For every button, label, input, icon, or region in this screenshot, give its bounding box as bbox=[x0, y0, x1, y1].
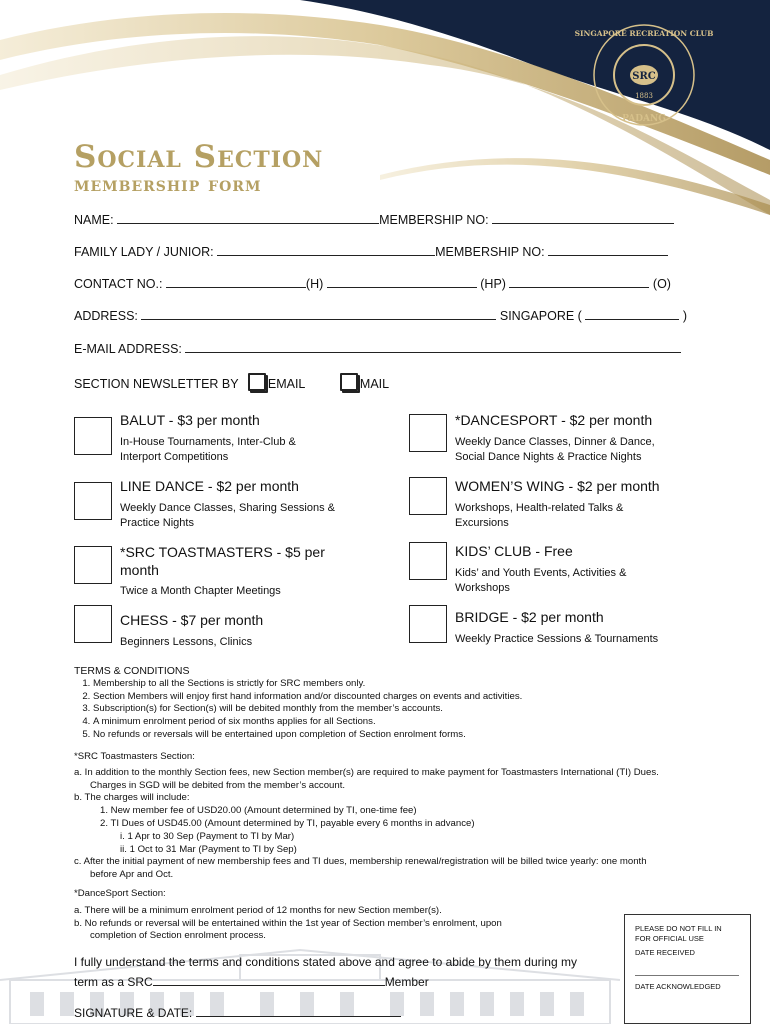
contact-label: CONTACT NO.: bbox=[74, 277, 163, 291]
chess-desc: Beginners Lessons, Clinics bbox=[120, 636, 253, 648]
singapore-label: SINGAPORE ( bbox=[499, 309, 582, 323]
svg-text:PADANG: PADANG bbox=[622, 114, 666, 124]
date-received-label: DATE RECEIVED bbox=[635, 948, 695, 957]
toastmasters-terms bbox=[74, 751, 764, 882]
terms-block bbox=[74, 665, 754, 742]
office-label: (O) bbox=[652, 277, 671, 291]
mobile-label: (HP) bbox=[480, 277, 506, 291]
tm-a: a. In addition to the monthly Section fees, new Section member(s) are required to make payment for Toastmasters International (TI) Dues. bbox=[74, 766, 659, 778]
kids-club-checkbox[interactable] bbox=[409, 542, 447, 580]
official-use-l2: FOR OFFICIAL USE bbox=[635, 934, 704, 943]
name-row bbox=[74, 213, 674, 227]
ds-b: b. No refunds or reversal will be entertained within the 1st year of Section member’s enrolment, upon bbox=[74, 917, 502, 929]
tm-b1: 1. New member fee of USD20.00 (Amount determined by TI, one-time fee) bbox=[100, 805, 417, 817]
terms-item: 2. Section Members will enjoy first hand information and/or discounted charges on events and activities. bbox=[93, 691, 754, 704]
contact-row bbox=[74, 277, 671, 291]
ds-a: a. There will be a minimum enrolment period of 12 months for new Section member(s). bbox=[74, 904, 442, 916]
membership-no-input-2[interactable] bbox=[548, 245, 668, 256]
svg-text:SINGAPORE RECREATION CLUB: SINGAPORE RECREATION CLUB bbox=[574, 29, 714, 38]
src-logo bbox=[574, 20, 714, 130]
membership-no-label: MEMBERSHIP NO: bbox=[379, 213, 489, 227]
date-received-line bbox=[635, 975, 739, 976]
dancesport-checkbox[interactable] bbox=[409, 414, 447, 452]
balut-desc: In-House Tournaments, Inter-Club & Interport Competitions bbox=[120, 436, 296, 463]
womens-wing-title: WOMEN’S WING - $2 per month bbox=[455, 478, 660, 494]
family-input[interactable] bbox=[217, 245, 435, 256]
kids-club-desc: Kids’ and Youth Events, Activities & Workshops bbox=[455, 567, 627, 594]
bridge-title: BRIDGE - $2 per month bbox=[455, 609, 604, 625]
email-input[interactable] bbox=[185, 342, 681, 353]
womens-wing-checkbox[interactable] bbox=[409, 477, 447, 515]
womens-wing-desc: Workshops, Health-related Talks & Excursions bbox=[455, 502, 624, 529]
signature-input[interactable] bbox=[196, 1006, 401, 1017]
toastmasters-title: *SRC TOASTMASTERS - $5 per month bbox=[120, 544, 325, 578]
balut-title: BALUT - $3 per month bbox=[120, 412, 260, 428]
terms-heading: TERMS & CONDITIONS bbox=[74, 665, 190, 677]
ds-b-cont: completion of Section enrolment process. bbox=[90, 930, 266, 942]
family-label: FAMILY LADY / JUNIOR: bbox=[74, 245, 214, 259]
bridge-checkbox[interactable] bbox=[409, 605, 447, 643]
newsletter-email-checkbox[interactable] bbox=[248, 373, 266, 391]
date-acknowledged-label: DATE ACKNOWLEDGED bbox=[635, 982, 721, 991]
newsletter-email-label: EMAIL bbox=[267, 377, 305, 391]
newsletter-label: SECTION NEWSLETTER BY bbox=[74, 377, 239, 391]
tm-b2: 2. TI Dues of USD45.00 (Amount determined by TI, payable every 6 months in advance) bbox=[100, 817, 475, 829]
title-line1: Social Section bbox=[74, 139, 324, 175]
line-dance-title: LINE DANCE - $2 per month bbox=[120, 478, 299, 494]
agreement-line1: I fully understand the terms and conditions stated above and agree to abide by them during my bbox=[74, 955, 577, 969]
email-label: E-MAIL ADDRESS: bbox=[74, 342, 182, 356]
name-label: NAME: bbox=[74, 213, 114, 227]
title-line2: membership form bbox=[74, 172, 262, 196]
email-row bbox=[74, 342, 681, 356]
signature-label: SIGNATURE & DATE: bbox=[74, 1006, 193, 1020]
line-dance-desc: Weekly Dance Classes, Sharing Sessions & Practice Nights bbox=[120, 502, 336, 529]
newsletter-mail-label: MAIL bbox=[359, 377, 390, 391]
newsletter-row bbox=[74, 373, 389, 391]
tm-b2ii: ii. 1 Oct to 31 Mar (Payment to TI by Sep) bbox=[120, 843, 297, 855]
contact-office-input[interactable] bbox=[509, 277, 649, 288]
tm-a-cont: Charges in SGD will be debited from the member’s account. bbox=[90, 779, 346, 791]
official-use-box bbox=[624, 914, 751, 1024]
newsletter-mail-checkbox[interactable] bbox=[340, 373, 358, 391]
family-row bbox=[74, 245, 668, 259]
tm-c: c. After the initial payment of new membership fees and TI dues, membership renewal/registration will be billed twice yearly: one month bbox=[74, 856, 647, 868]
name-input[interactable] bbox=[117, 213, 379, 224]
home-label: (H) bbox=[305, 277, 324, 291]
membership-no-label-2: MEMBERSHIP NO: bbox=[435, 245, 545, 259]
chess-checkbox[interactable] bbox=[74, 605, 112, 643]
toastmasters-desc: Twice a Month Chapter Meetings bbox=[120, 585, 281, 597]
svg-text:1883: 1883 bbox=[635, 92, 653, 100]
terms-item: 1. Membership to all the Sections is strictly for SRC members only. bbox=[93, 678, 754, 691]
tm-b: b. The charges will include: bbox=[74, 792, 190, 804]
dancesport-title: *DANCESPORT - $2 per month bbox=[455, 412, 653, 428]
address-input[interactable] bbox=[141, 309, 496, 320]
form-title bbox=[74, 140, 323, 194]
postal-code-input[interactable] bbox=[585, 309, 679, 320]
bridge-desc: Weekly Practice Sessions & Tournaments bbox=[455, 633, 659, 645]
member-type-input[interactable] bbox=[153, 975, 385, 986]
agreement-line2: term as a SRC Member bbox=[74, 975, 429, 989]
kids-club-title: KIDS’ CLUB - Free bbox=[455, 543, 573, 559]
line-dance-checkbox[interactable] bbox=[74, 482, 112, 520]
official-use-l1: PLEASE DO NOT FILL IN bbox=[635, 924, 722, 933]
dancesport-desc: Weekly Dance Classes, Dinner & Dance, Social Dance Nights & Practice Nights bbox=[455, 436, 655, 463]
tm-b2i: i. 1 Apr to 30 Sep (Payment to TI by Mar) bbox=[120, 830, 295, 842]
terms-item: 3. Subscription(s) for Section(s) will be debited monthly from the member’s accounts. bbox=[93, 703, 754, 716]
terms-item: 4. A minimum enrolment period of six months applies for all Sections. bbox=[93, 716, 754, 729]
contact-home-input[interactable] bbox=[166, 277, 306, 288]
terms-list bbox=[74, 678, 754, 742]
paren-close: ) bbox=[682, 309, 687, 323]
signature-row bbox=[74, 1006, 401, 1020]
tm-heading: *SRC Toastmasters Section: bbox=[74, 751, 195, 762]
tm-c-cont: before Apr and Oct. bbox=[90, 869, 174, 881]
ds-heading: *DanceSport Section: bbox=[74, 888, 166, 899]
chess-title: CHESS - $7 per month bbox=[120, 612, 264, 628]
address-label: ADDRESS: bbox=[74, 309, 138, 323]
dancesport-terms bbox=[74, 888, 614, 943]
membership-no-input[interactable] bbox=[492, 213, 674, 224]
toastmasters-checkbox[interactable] bbox=[74, 546, 112, 584]
svg-text:SRC: SRC bbox=[632, 71, 656, 82]
balut-checkbox[interactable] bbox=[74, 417, 112, 455]
terms-item: 5. No refunds or reversals will be entertained upon completion of Section enrolment forms. bbox=[93, 729, 754, 742]
address-row bbox=[74, 309, 687, 323]
contact-mobile-input[interactable] bbox=[327, 277, 477, 288]
